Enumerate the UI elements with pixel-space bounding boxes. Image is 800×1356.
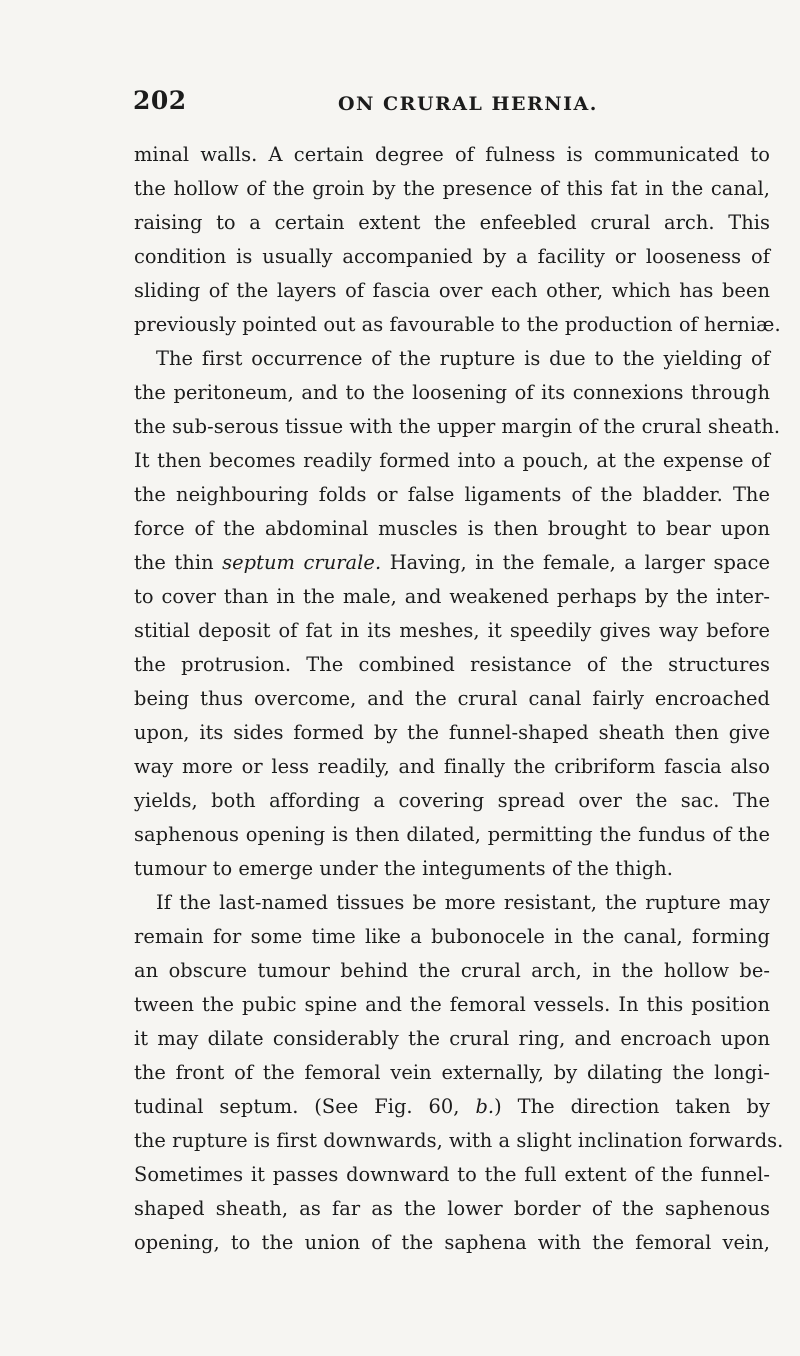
text-line: If the last-named tissues be more resistant, the rupture may bbox=[156, 891, 770, 914]
text-line: it may dilate considerably the crural ring, and encroach upon bbox=[134, 1027, 770, 1050]
text-line: the neighbouring folds or false ligaments of the bladder. The bbox=[134, 483, 770, 506]
text-line-with-italic bbox=[134, 546, 770, 580]
text-line: saphenous opening is then dilated, permitting the fundus of the bbox=[134, 823, 770, 846]
text-line: condition is usually accompanied by a facility or looseness of bbox=[134, 245, 770, 268]
page-header bbox=[133, 86, 760, 126]
text-line: to cover than in the male, and weakened perhaps by the inter- bbox=[134, 585, 770, 608]
text-line: stitial deposit of fat in its meshes, it speedily gives way before bbox=[134, 619, 770, 642]
italic-term: septum crurale. bbox=[222, 551, 382, 574]
text-line: tween the pubic spine and the femoral vessels. In this position bbox=[134, 993, 770, 1016]
text-line: shaped sheath, as far as the lower border of the saphenous bbox=[134, 1197, 770, 1220]
italic-term: b. bbox=[475, 1095, 495, 1118]
text-line: the sub-serous tissue with the upper margin of the crural sheath. bbox=[134, 415, 781, 438]
text-line: raising to a certain extent the enfeebled crural arch. This bbox=[134, 211, 770, 234]
text-line: the rupture is first downwards, with a slight inclination forwards. bbox=[134, 1129, 784, 1152]
text-line: The first occurrence of the rupture is due to the yielding of bbox=[156, 347, 770, 370]
text-line: opening, to the union of the saphena with the femoral vein, bbox=[134, 1231, 770, 1254]
text-segment: Having, in the female, a larger space bbox=[381, 551, 770, 574]
text-line: being thus overcome, and the crural canal fairly encroached bbox=[134, 687, 770, 710]
page-number: 202 bbox=[133, 86, 187, 115]
body-text bbox=[134, 138, 784, 1260]
text-line: force of the abdominal muscles is then brought to bear upon bbox=[134, 517, 770, 540]
text-segment: ) The direction taken by bbox=[494, 1095, 770, 1118]
text-line: previously pointed out as favourable to the production of herniæ. bbox=[134, 313, 781, 336]
text-segment: tudinal septum. (See Fig. 60, bbox=[134, 1095, 476, 1118]
text-line: the hollow of the groin by the presence of this fat in the canal, bbox=[134, 177, 770, 200]
text-line: Sometimes it passes downward to the full extent of the funnel- bbox=[134, 1163, 770, 1186]
text-line: It then becomes readily formed into a pouch, at the expense of bbox=[134, 449, 770, 472]
text-line: minal walls. A certain degree of fulness is communicated to bbox=[134, 143, 770, 166]
text-line: remain for some time like a bubonocele in the canal, forming bbox=[134, 925, 770, 948]
text-line: yields, both affording a covering spread over the sac. The bbox=[134, 789, 770, 812]
text-line-with-italic bbox=[134, 1090, 770, 1124]
text-line: an obscure tumour behind the crural arch, in the hollow be- bbox=[134, 959, 770, 982]
text-line: tumour to emerge under the integuments of the thigh. bbox=[134, 857, 673, 880]
text-line: the front of the femoral vein externally, by dilating the longi- bbox=[134, 1061, 770, 1084]
text-line: the peritoneum, and to the loosening of its connexions through bbox=[134, 381, 770, 404]
text-line: the protrusion. The combined resistance of the structures bbox=[134, 653, 770, 676]
text-line: way more or less readily, and finally the cribriform fascia also bbox=[134, 755, 770, 778]
text-line: sliding of the layers of fascia over each other, which has been bbox=[134, 279, 770, 302]
running-head: ON CRURAL HERNIA. bbox=[338, 93, 598, 115]
text-line: upon, its sides formed by the funnel-shaped sheath then give bbox=[134, 721, 770, 744]
text-segment: the thin bbox=[134, 551, 223, 574]
